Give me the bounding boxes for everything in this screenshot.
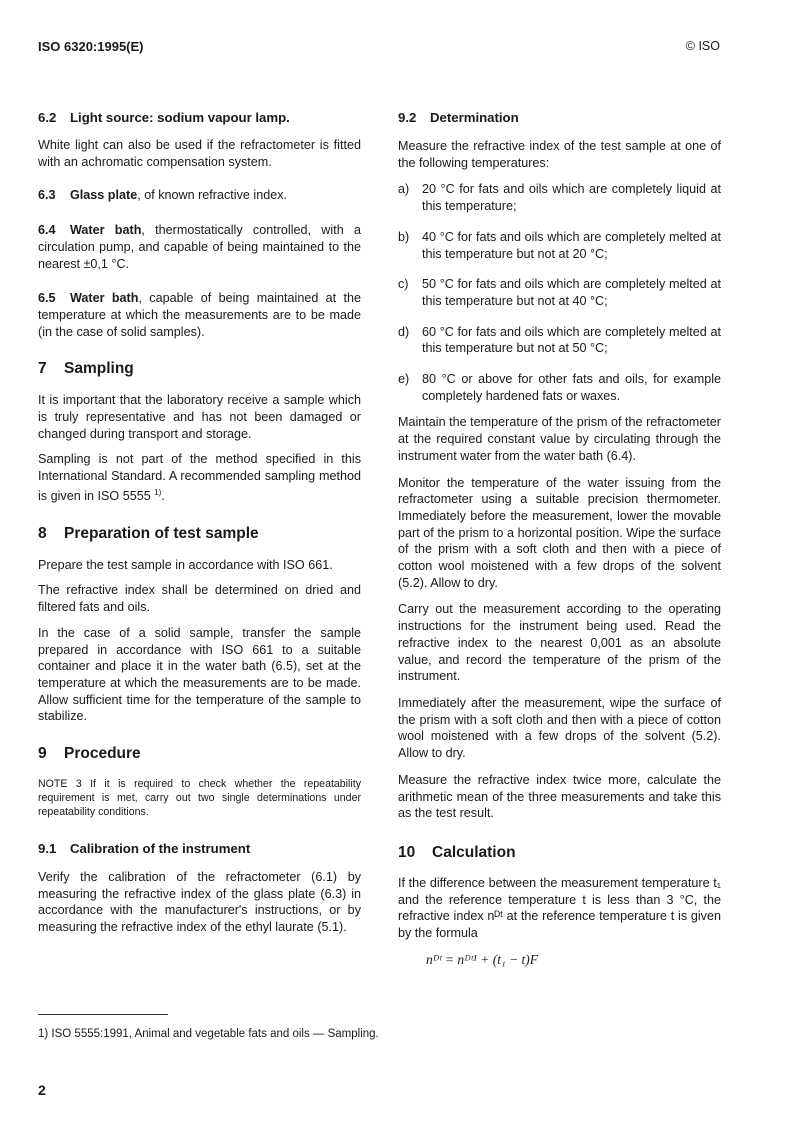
list-marker: b): [398, 229, 410, 244]
section-body: , capable of being maintained at the temperature at which the measurements are to be made (in the case of solid samples).: [38, 291, 362, 339]
section-number: 6.5: [38, 291, 56, 306]
section-title: Procedure: [64, 745, 141, 763]
list-item: [398, 181, 721, 214]
list-text: 60 °C for fats and oils which are completely melted at this temperature but not at 50 °C;: [422, 324, 721, 356]
section-8-para-2: The refractive index shall be determined on dried and filtered fats and oils.: [38, 583, 361, 615]
section-10-heading: [398, 844, 721, 862]
list-text: 40 °C for fats and oils which are completely melted at this temperature but not at 20 °C;: [422, 229, 721, 261]
list-text: 20 °C for fats and oils which are completely liquid at this temperature;: [422, 182, 721, 214]
section-8-heading: [38, 525, 361, 543]
section-9-2-heading: [398, 110, 721, 125]
section-8-para-1: Prepare the test sample in accordance with ISO 661.: [38, 557, 333, 572]
list-item: [398, 371, 721, 404]
left-column: [38, 110, 361, 936]
list-marker: d): [398, 324, 410, 339]
section-7-para-2: Sampling is not part of the method specified in this International Standard. A recommended sampling method is given in ISO 5555 $^{1)}$.: [38, 452, 361, 504]
para-carry-out-measurement: Carry out the measurement according to the operating instructions for the instrument being used. Read the refractive index to the nearest 0,001 as an absolute value, and record the temperature of the prism of the instrument.: [398, 602, 721, 684]
section-title: Water bath: [70, 291, 139, 306]
section-body: , thermostatically controlled, with a circulation pump, and capable of being maintained to the nearest ±0,1 °C.: [38, 223, 361, 271]
footnote-ref[interactable]: 1): [154, 487, 162, 497]
section-title: Water bath: [70, 223, 142, 238]
section-number: 6.2: [38, 110, 57, 125]
section-number: 8: [38, 524, 47, 542]
list-text: 80 °C or above for other fats and oils, for example completely hardened fats or waxes.: [422, 372, 721, 403]
list-marker: e): [398, 372, 410, 387]
temperature-list: [398, 181, 721, 404]
section-6-4-text: [38, 222, 361, 272]
list-marker: c): [398, 277, 409, 292]
section-title: Sampling: [64, 360, 134, 378]
footnote-1: 1) ISO 5555:1991, Animal and vegetable fats and oils — Sampling.: [38, 1028, 379, 1040]
section-6-5-text: [38, 290, 361, 340]
section-6-3-text: [38, 187, 361, 204]
section-number: 6.3: [38, 188, 56, 203]
section-number: 9: [38, 745, 47, 763]
list-item: [398, 276, 721, 309]
section-number: 10: [398, 843, 416, 861]
section-6-2-heading: [38, 110, 361, 125]
section-body: , of known refractive index.: [137, 188, 287, 203]
section-title: Calculation: [432, 843, 516, 861]
section-7-para-1: It is important that the laboratory receive a sample which is truly representative and has not been damaged or changed during transport and storage.: [38, 393, 361, 441]
section-number: 6.4: [38, 223, 56, 238]
section-title: Determination: [430, 110, 519, 125]
footnote-divider: [38, 1014, 168, 1015]
para-text: Sampling is not part of the method specified in this International Standard. A recommended sampling method is given in ISO 5555: [38, 452, 361, 504]
list-marker: a): [398, 182, 410, 197]
section-7-heading: [38, 360, 361, 378]
section-6-2-text: White light can also be used if the refractometer is fitted with an achromatic compensation system.: [38, 138, 361, 169]
section-title: Preparation of test sample: [64, 524, 259, 542]
section-8-para-3: In the case of a solid sample, transfer the sample prepared in accordance with ISO 661 to a suitable container and place it in the water bath (6.5), set at the temperature at which the measurements are to be made. Allow sufficient time for the temperature of the sample to stabilize.: [38, 625, 361, 724]
header-standard-id: ISO 6320:1995(E): [38, 39, 144, 54]
section-9-2-intro: Measure the refractive index of the test sample at one of the following temperatures:: [398, 139, 721, 170]
right-column: [398, 110, 721, 968]
section-title: Light source: sodium vapour lamp.: [70, 110, 290, 125]
section-10-text: If the difference between the measurement temperature t₁ and the reference temperature t is less than 3 °C, the refractive index nᴰᵗ at the reference temperature t is given by the formula: [398, 875, 721, 941]
list-item: [398, 324, 721, 357]
section-title: Glass plate: [70, 188, 138, 203]
section-number: 9.2: [398, 110, 417, 125]
section-9-1-text: Verify the calibration of the refractometer (6.1) by measuring the refractive index of the glass plate (6.3) in accordance with the manufacturer's instructions, or by measuring the refractive index of the ethyl laurate (5.1).: [38, 870, 361, 935]
page-number: 2: [38, 1082, 46, 1098]
section-9-heading: [38, 745, 361, 763]
para-maintain-temperature: Maintain the temperature of the prism of the refractometer at the required constant value by circulating through the instrument water from the water bath (6.4).: [398, 415, 721, 463]
section-number: 7: [38, 360, 47, 378]
para-monitor-temperature: Monitor the temperature of the water issuing from the refractometer using a suitable precision thermometer. Immediately before the measurement, lower the movable part of the prism to a horizontal position. Wipe the surface of the prism with a soft cloth and then with a piece of cotton wool moistened with a few drops of the solvent (5.2). Allow to dry.: [398, 475, 721, 590]
refractive-index-formula: nᴰᵗ = nᴰᵗ¹ + (t₁ − t)F: [426, 951, 539, 967]
header-copyright: © ISO: [685, 39, 720, 53]
section-number: 9.1: [38, 841, 57, 857]
para-measure-twice: Measure the refractive index twice more, calculate the arithmetic mean of the three measurements and take this as the test result.: [398, 772, 721, 821]
note-3: NOTE 3 If it is required to check whether the repeatability requirement is met, carry out two single determinations under repeatability conditions.: [38, 778, 361, 819]
para-wipe-prism: Immediately after the measurement, wipe the surface of the prism with a soft cloth and then with a piece of cotton wool moistened with a few drops of the solvent (5.2). Allow to dry.: [398, 695, 721, 761]
section-title: Calibration of the instrument: [70, 841, 251, 857]
list-text: 50 °C for fats and oils which are completely melted at this temperature but not at 40 °C;: [422, 277, 721, 308]
section-9-1-heading: [38, 841, 361, 856]
list-item: [398, 229, 721, 262]
